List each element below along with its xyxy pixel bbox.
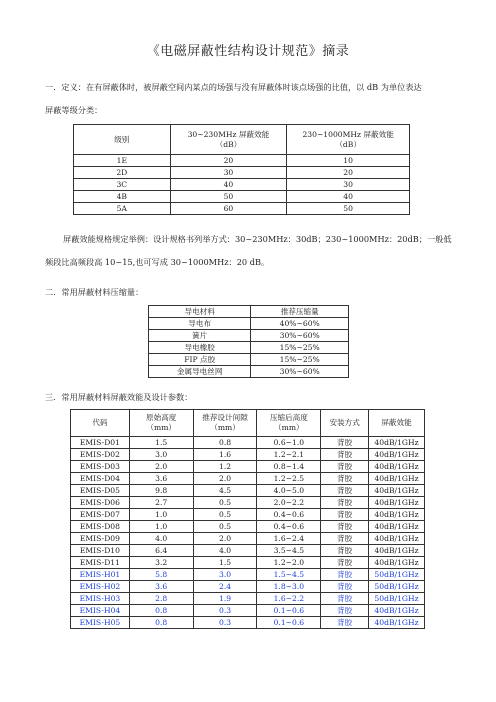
document-title: 《电磁屏蔽性结构设计规范》摘录 xyxy=(146,44,350,59)
param-table-cell: 0.1~0.6 xyxy=(257,605,321,617)
grade-table-cell: 3C xyxy=(74,179,171,191)
param-header-compressed-height-line2: （mm） xyxy=(274,423,304,432)
param-table-cell: 0.5 xyxy=(193,509,257,521)
param-table-cell: 2.7 xyxy=(129,497,193,509)
param-table-cell: EMIS-D11 xyxy=(71,557,130,569)
param-table-cell: 4.0 xyxy=(129,533,193,545)
grade-table-cell: 30 xyxy=(170,167,287,179)
param-table-cell: 3.6 xyxy=(129,473,193,485)
param-table-cell: EMIS-D06 xyxy=(71,497,130,509)
param-table-cell: 2.4 xyxy=(193,581,257,593)
param-table-cell: EMIS-D10 xyxy=(71,545,130,557)
param-table-cell: 40dB/1GHz xyxy=(369,473,425,485)
param-table-cell: 背胶 xyxy=(321,593,369,605)
param-table-row xyxy=(71,485,425,497)
param-header-code: 代码 xyxy=(71,410,130,437)
grade-header-low-band-line2: （dB） xyxy=(215,139,242,149)
param-table-cell: 40dB/1GHz xyxy=(369,521,425,533)
param-table-row xyxy=(71,617,425,629)
param-table-cell: 背胶 xyxy=(321,617,369,629)
param-table-cell: 40dB/1GHz xyxy=(369,485,425,497)
param-table-cell: 背胶 xyxy=(321,437,369,449)
param-header-design-gap-line2: （mm） xyxy=(210,423,240,432)
param-table-cell: 50dB/1GHz xyxy=(369,593,425,605)
param-header-orig-height-line2: （mm） xyxy=(146,423,177,432)
param-table-cell: EMIS-D05 xyxy=(71,485,130,497)
material-table-body xyxy=(149,318,349,378)
grade-table-cell: 4B xyxy=(74,191,171,203)
param-table-cell: 背胶 xyxy=(321,509,369,521)
grade-table-cell: 40 xyxy=(170,179,287,191)
material-table-cell: 导电布 xyxy=(149,318,251,330)
param-table-cell: 1.0 xyxy=(129,509,193,521)
param-table-cell: 3.2 xyxy=(129,557,193,569)
param-table-cell: 40dB/1GHz xyxy=(369,605,425,617)
material-table-cell: FIP 点胶 xyxy=(149,354,251,366)
grade-header-high-band-line2: （dB） xyxy=(335,139,361,149)
param-table-row xyxy=(71,581,425,593)
param-table-cell: 4.5 xyxy=(193,485,257,497)
param-table-body xyxy=(71,437,425,629)
param-table-row xyxy=(71,533,425,545)
param-table-row xyxy=(71,545,425,557)
param-table-cell: 背胶 xyxy=(321,449,369,461)
material-table-cell: 30%~60% xyxy=(251,330,349,342)
param-table-cell: 0.8 xyxy=(193,437,257,449)
param-table-cell: 40dB/1GHz xyxy=(369,437,425,449)
grade-table-cell: 50 xyxy=(170,191,287,203)
grade-table-cell: 40 xyxy=(287,191,410,203)
param-table-row xyxy=(71,497,425,509)
param-table-row xyxy=(71,437,425,449)
param-table-cell: 2.0 xyxy=(193,533,257,545)
param-table-cell: 50dB/1GHz xyxy=(369,569,425,581)
param-table-cell: EMIS-H03 xyxy=(71,593,130,605)
param-table-cell: 背胶 xyxy=(321,473,369,485)
param-table-cell: 1.6~2.2 xyxy=(257,593,321,605)
param-table-cell: EMIS-H05 xyxy=(71,617,130,629)
grade-table-cell: 30 xyxy=(287,179,410,191)
param-table-cell: 0.1~0.6 xyxy=(257,617,321,629)
section1-heading-cont: 屏蔽等级分类： xyxy=(45,105,103,115)
material-table xyxy=(148,305,349,378)
param-table-cell: 背胶 xyxy=(321,557,369,569)
grade-table-cell: 10 xyxy=(287,155,410,167)
param-table-cell: 40dB/1GHz xyxy=(369,533,425,545)
param-table-cell: EMIS-D07 xyxy=(71,509,130,521)
param-table-cell: 3.6 xyxy=(129,581,193,593)
param-table-cell: 2.8 xyxy=(129,593,193,605)
param-table-cell: 1.0 xyxy=(129,521,193,533)
param-table-cell: EMIS-H04 xyxy=(71,605,130,617)
param-header-orig-height-line1: 原始高度 xyxy=(146,413,177,422)
grade-table-header xyxy=(74,125,410,155)
param-table-cell: 背胶 xyxy=(321,461,369,473)
param-table-cell: 2.0 xyxy=(193,473,257,485)
grade-table-row xyxy=(74,191,410,203)
material-table-cell: 40%~60% xyxy=(251,318,349,330)
section1-heading: 一．定义：在有屏蔽体时，被屏蔽空间内某点的场强与没有屏蔽体时该点场强的比值，以 dB 为单位表达 xyxy=(45,82,422,92)
param-table-row xyxy=(71,593,425,605)
material-table-row xyxy=(149,330,349,342)
param-header-mount: 安装方式 xyxy=(321,410,369,437)
param-table-cell: 40dB/1GHz xyxy=(369,509,425,521)
grade-header-low-band xyxy=(170,125,287,155)
param-header-design-gap-line1: 推荐设计间隙 xyxy=(202,413,248,422)
param-table-cell: 背胶 xyxy=(321,545,369,557)
param-header-orig-height xyxy=(129,410,193,437)
material-table-cell: 金属导电丝网 xyxy=(149,366,251,378)
param-table-cell: 0.5 xyxy=(193,497,257,509)
param-table-cell: 2.0~2.2 xyxy=(257,497,321,509)
grade-header-high-band xyxy=(287,125,410,155)
param-table-cell: 0.6~1.0 xyxy=(257,437,321,449)
param-table-cell: 50dB/1GHz xyxy=(369,581,425,593)
param-table-cell: 40dB/1GHz xyxy=(369,557,425,569)
param-table-row xyxy=(71,521,425,533)
param-table-cell: 背胶 xyxy=(321,497,369,509)
param-table-cell: 4.0~5.0 xyxy=(257,485,321,497)
param-table-cell: 1.9 xyxy=(193,593,257,605)
param-table-cell: 背胶 xyxy=(321,581,369,593)
param-table-cell: 1.5 xyxy=(193,557,257,569)
param-table-cell: 40dB/1GHz xyxy=(369,497,425,509)
param-table-cell: 9.8 xyxy=(129,485,193,497)
param-table-header xyxy=(71,410,425,437)
param-table-cell: 3.0 xyxy=(129,449,193,461)
param-header-design-gap xyxy=(193,410,257,437)
param-table-cell: EMIS-H02 xyxy=(71,581,130,593)
param-table-cell: 1.2 xyxy=(193,461,257,473)
param-table-cell: EMIS-D09 xyxy=(71,533,130,545)
param-table-cell: 1.2~2.0 xyxy=(257,557,321,569)
param-table-cell: 0.4~0.6 xyxy=(257,521,321,533)
section3-heading: 三．常用屏蔽材料屏蔽效能及设计参数： xyxy=(45,392,193,402)
param-table-row xyxy=(71,449,425,461)
param-table-cell: EMIS-D01 xyxy=(71,437,130,449)
material-table-cell: 簧片 xyxy=(149,330,251,342)
param-table-cell: 1.6 xyxy=(193,449,257,461)
param-header-shielding: 屏蔽效能 xyxy=(369,410,425,437)
grade-table-body xyxy=(74,155,410,215)
param-table-cell: 3.0 xyxy=(193,569,257,581)
material-table-cell: 15%~25% xyxy=(251,354,349,366)
param-table-cell: 背胶 xyxy=(321,521,369,533)
grade-table-cell: 50 xyxy=(287,203,410,215)
material-table-header xyxy=(149,306,349,318)
param-table-cell: 1.8~3.0 xyxy=(257,581,321,593)
param-table-cell: 背胶 xyxy=(321,569,369,581)
grade-header-low-band-line1: 30~230MHz 屏蔽效能 xyxy=(187,129,270,139)
param-table-cell: 1.2~2.5 xyxy=(257,473,321,485)
param-table-cell: 1.5~4.5 xyxy=(257,569,321,581)
param-table-cell: 2.0 xyxy=(129,461,193,473)
grade-table-cell: 20 xyxy=(287,167,410,179)
param-header-compressed-height xyxy=(257,410,321,437)
param-table-row xyxy=(71,605,425,617)
grade-table-cell: 5A xyxy=(74,203,171,215)
param-table-cell: 1.5 xyxy=(129,437,193,449)
material-header-compression: 推荐压缩量 xyxy=(251,306,349,318)
material-table-row xyxy=(149,354,349,366)
material-table-row xyxy=(149,342,349,354)
grade-header-high-band-line1: 230~1000MHz 屏蔽效能 xyxy=(302,129,394,139)
param-table-row xyxy=(71,557,425,569)
param-table-cell: 0.8 xyxy=(129,605,193,617)
section2-heading: 二．常用屏蔽材料压缩量： xyxy=(45,287,144,297)
grade-table-row xyxy=(74,155,410,167)
grade-table-cell: 2D xyxy=(74,167,171,179)
param-table-row xyxy=(71,461,425,473)
param-table-cell: 背胶 xyxy=(321,533,369,545)
material-table-row xyxy=(149,366,349,378)
param-table-cell: EMIS-D03 xyxy=(71,461,130,473)
param-table-cell: EMIS-H01 xyxy=(71,569,130,581)
material-table-cell: 15%~25% xyxy=(251,342,349,354)
grade-table xyxy=(73,124,410,215)
param-table-row xyxy=(71,473,425,485)
param-table-cell: 5.8 xyxy=(129,569,193,581)
param-table-cell: 6.4 xyxy=(129,545,193,557)
material-table-row xyxy=(149,318,349,330)
material-table-cell: 30%~60% xyxy=(251,366,349,378)
param-table-cell: 4.0 xyxy=(193,545,257,557)
param-table-cell: 0.5 xyxy=(193,521,257,533)
param-table-cell: 0.8~1.4 xyxy=(257,461,321,473)
param-table-cell: 0.4~0.6 xyxy=(257,509,321,521)
grade-table-cell: 60 xyxy=(170,203,287,215)
param-table-cell: 40dB/1GHz xyxy=(369,461,425,473)
param-table-cell: 0.3 xyxy=(193,617,257,629)
grade-table-row xyxy=(74,179,410,191)
param-table-cell: 1.2~2.1 xyxy=(257,449,321,461)
grade-table-cell: 1E xyxy=(74,155,171,167)
param-table-row xyxy=(71,509,425,521)
param-table-cell: EMIS-D02 xyxy=(71,449,130,461)
param-table-cell: 40dB/1GHz xyxy=(369,545,425,557)
param-table-cell: 40dB/1GHz xyxy=(369,617,425,629)
param-table-cell: EMIS-D04 xyxy=(71,473,130,485)
param-table-cell: 40dB/1GHz xyxy=(369,449,425,461)
param-table-cell: EMIS-D08 xyxy=(71,521,130,533)
material-header-material: 导电材料 xyxy=(149,306,251,318)
param-table-cell: 背胶 xyxy=(321,485,369,497)
grade-header-level: 级别 xyxy=(74,125,171,155)
note-line1: 屏蔽效能规格规定举例：设计规格书列举方式：30~230MHz：30dB；230~1000MHz：20dB；一般低 xyxy=(63,234,452,244)
param-table-cell: 0.8 xyxy=(129,617,193,629)
note-line2: 频段比高频段高 10~15,也可写成 30~1000MHz：20 dB。 xyxy=(45,257,270,267)
material-table-cell: 导电橡胶 xyxy=(149,342,251,354)
grade-table-cell: 20 xyxy=(170,155,287,167)
grade-table-row xyxy=(74,167,410,179)
param-header-compressed-height-line1: 压缩后高度 xyxy=(269,413,308,422)
param-table-row xyxy=(71,569,425,581)
param-table-cell: 3.5~4.5 xyxy=(257,545,321,557)
param-table xyxy=(70,409,425,629)
param-table-cell: 1.6~2.4 xyxy=(257,533,321,545)
grade-table-row xyxy=(74,203,410,215)
param-table-cell: 0.3 xyxy=(193,605,257,617)
param-table-cell: 背胶 xyxy=(321,605,369,617)
